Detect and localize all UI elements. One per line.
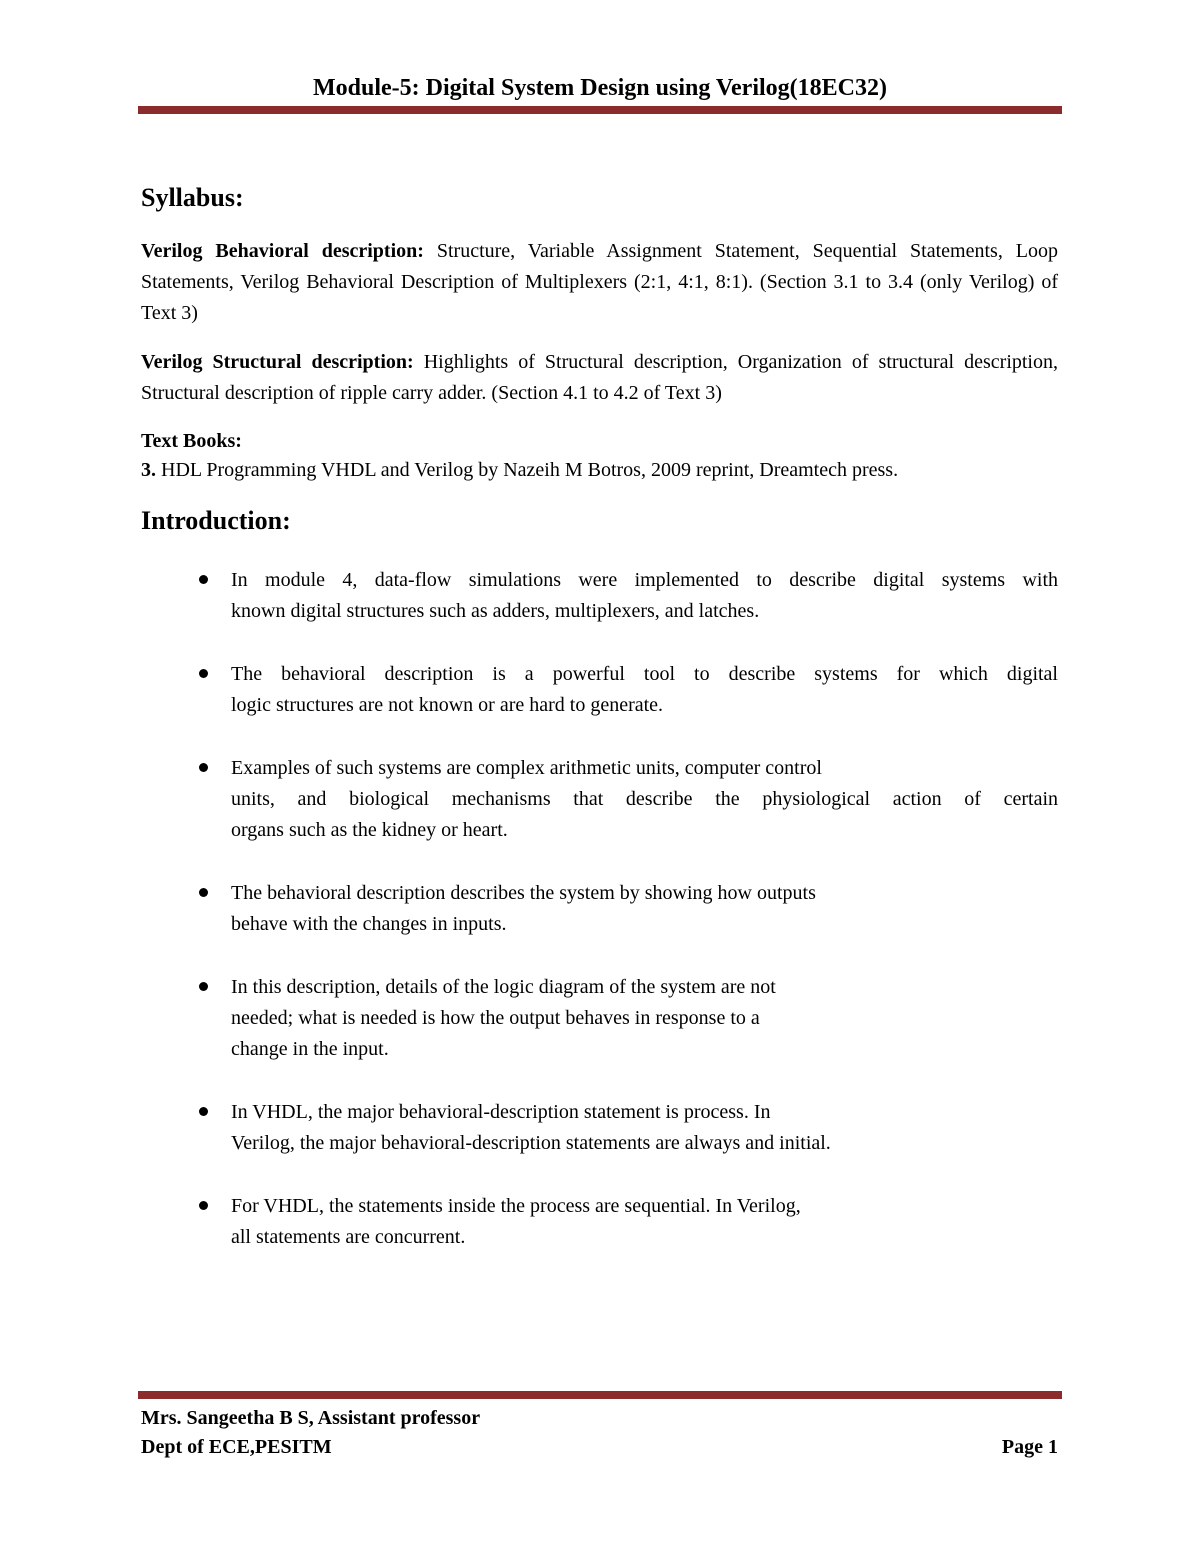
syllabus-behavioral <box>141 236 1058 329</box>
footer-author: Mrs. Sangeetha B S, Assistant professor <box>141 1407 481 1429</box>
syllabus-structural <box>141 347 1058 409</box>
page-footer <box>141 1404 1058 1462</box>
list-item <box>141 1097 1058 1159</box>
bullet-line: Examples of such systems are complex arithmetic units, computer control <box>231 757 822 779</box>
page-number: Page 1 <box>1001 1436 1058 1458</box>
bullet-line: units, and biological mechanisms that describe the physiological action of certain <box>231 788 1058 810</box>
syllabus-behavioral-label: Verilog Behavioral description: <box>141 240 424 262</box>
bullet-icon <box>199 763 208 772</box>
bullet-line: all statements are concurrent. <box>231 1226 466 1248</box>
bullet-icon <box>199 1107 208 1116</box>
header-divider <box>138 106 1062 114</box>
text-books-heading: Text Books: <box>141 430 242 452</box>
introduction-heading: Introduction: <box>141 506 291 535</box>
bullet-icon <box>199 575 208 584</box>
bullet-line: The behavioral description describes the system by showing how outputs <box>231 882 816 904</box>
bullet-icon <box>199 1201 208 1210</box>
footer-department: Dept of ECE,PESITM <box>141 1436 332 1458</box>
bullet-line: Verilog, the major behavioral-description statements are always and initial. <box>231 1132 831 1154</box>
list-item <box>141 1191 1058 1253</box>
bullet-line: change in the input. <box>231 1038 389 1060</box>
introduction-bullet-list <box>141 565 1058 1253</box>
syllabus-structural-text: Highlights of Structural description, Organization of structural description, Structural description of ripple carry adder. (Section 4.1 to 4.2 of Text 3) <box>141 351 1058 404</box>
bullet-line: behave with the changes in inputs. <box>231 913 507 935</box>
text-book-number: 3. <box>141 459 156 481</box>
syllabus-behavioral-text: Structure, Variable Assignment Statement, Sequential Statements, Loop Statements, Verilog Behavioral Description of Multiplexers (2:1, 4:1, 8:1). (Section 3.1 to 3.4 (only Verilog) of Text 3) <box>141 240 1058 324</box>
footer-divider <box>138 1391 1062 1399</box>
page-header-title: Module-5: Digital System Design using Verilog(18EC32) <box>312 75 887 101</box>
bullet-line: In module 4, data-flow simulations were implemented to describe digital systems with <box>231 569 1058 591</box>
list-item <box>141 753 1058 846</box>
bullet-line: needed; what is needed is how the output behaves in response to a <box>231 1007 760 1029</box>
bullet-icon <box>199 888 208 897</box>
list-item <box>141 565 1058 627</box>
bullet-icon <box>199 669 208 678</box>
document-body <box>141 180 1058 1285</box>
bullet-line: In VHDL, the major behavioral-description statement is process. In <box>231 1101 771 1123</box>
list-item <box>141 878 1058 940</box>
bullet-line: In this description, details of the logic diagram of the system are not <box>231 976 776 998</box>
bullet-line: organs such as the kidney or heart. <box>231 819 508 841</box>
list-item <box>141 972 1058 1065</box>
bullet-line: known digital structures such as adders, multiplexers, and latches. <box>231 600 760 622</box>
syllabus-structural-label: Verilog Structural description: <box>141 351 414 373</box>
syllabus-heading: Syllabus: <box>141 183 244 212</box>
bullet-icon <box>199 982 208 991</box>
list-item <box>141 659 1058 721</box>
text-book-entry: HDL Programming VHDL and Verilog by Nazeih M Botros, 2009 reprint, Dreamtech press. <box>161 459 899 481</box>
bullet-line: The behavioral description is a powerful tool to describe systems for which digital <box>231 663 1058 685</box>
bullet-line: For VHDL, the statements inside the process are sequential. In Verilog, <box>231 1195 801 1217</box>
bullet-line: logic structures are not known or are hard to generate. <box>231 694 664 716</box>
text-books-section <box>141 427 1058 485</box>
